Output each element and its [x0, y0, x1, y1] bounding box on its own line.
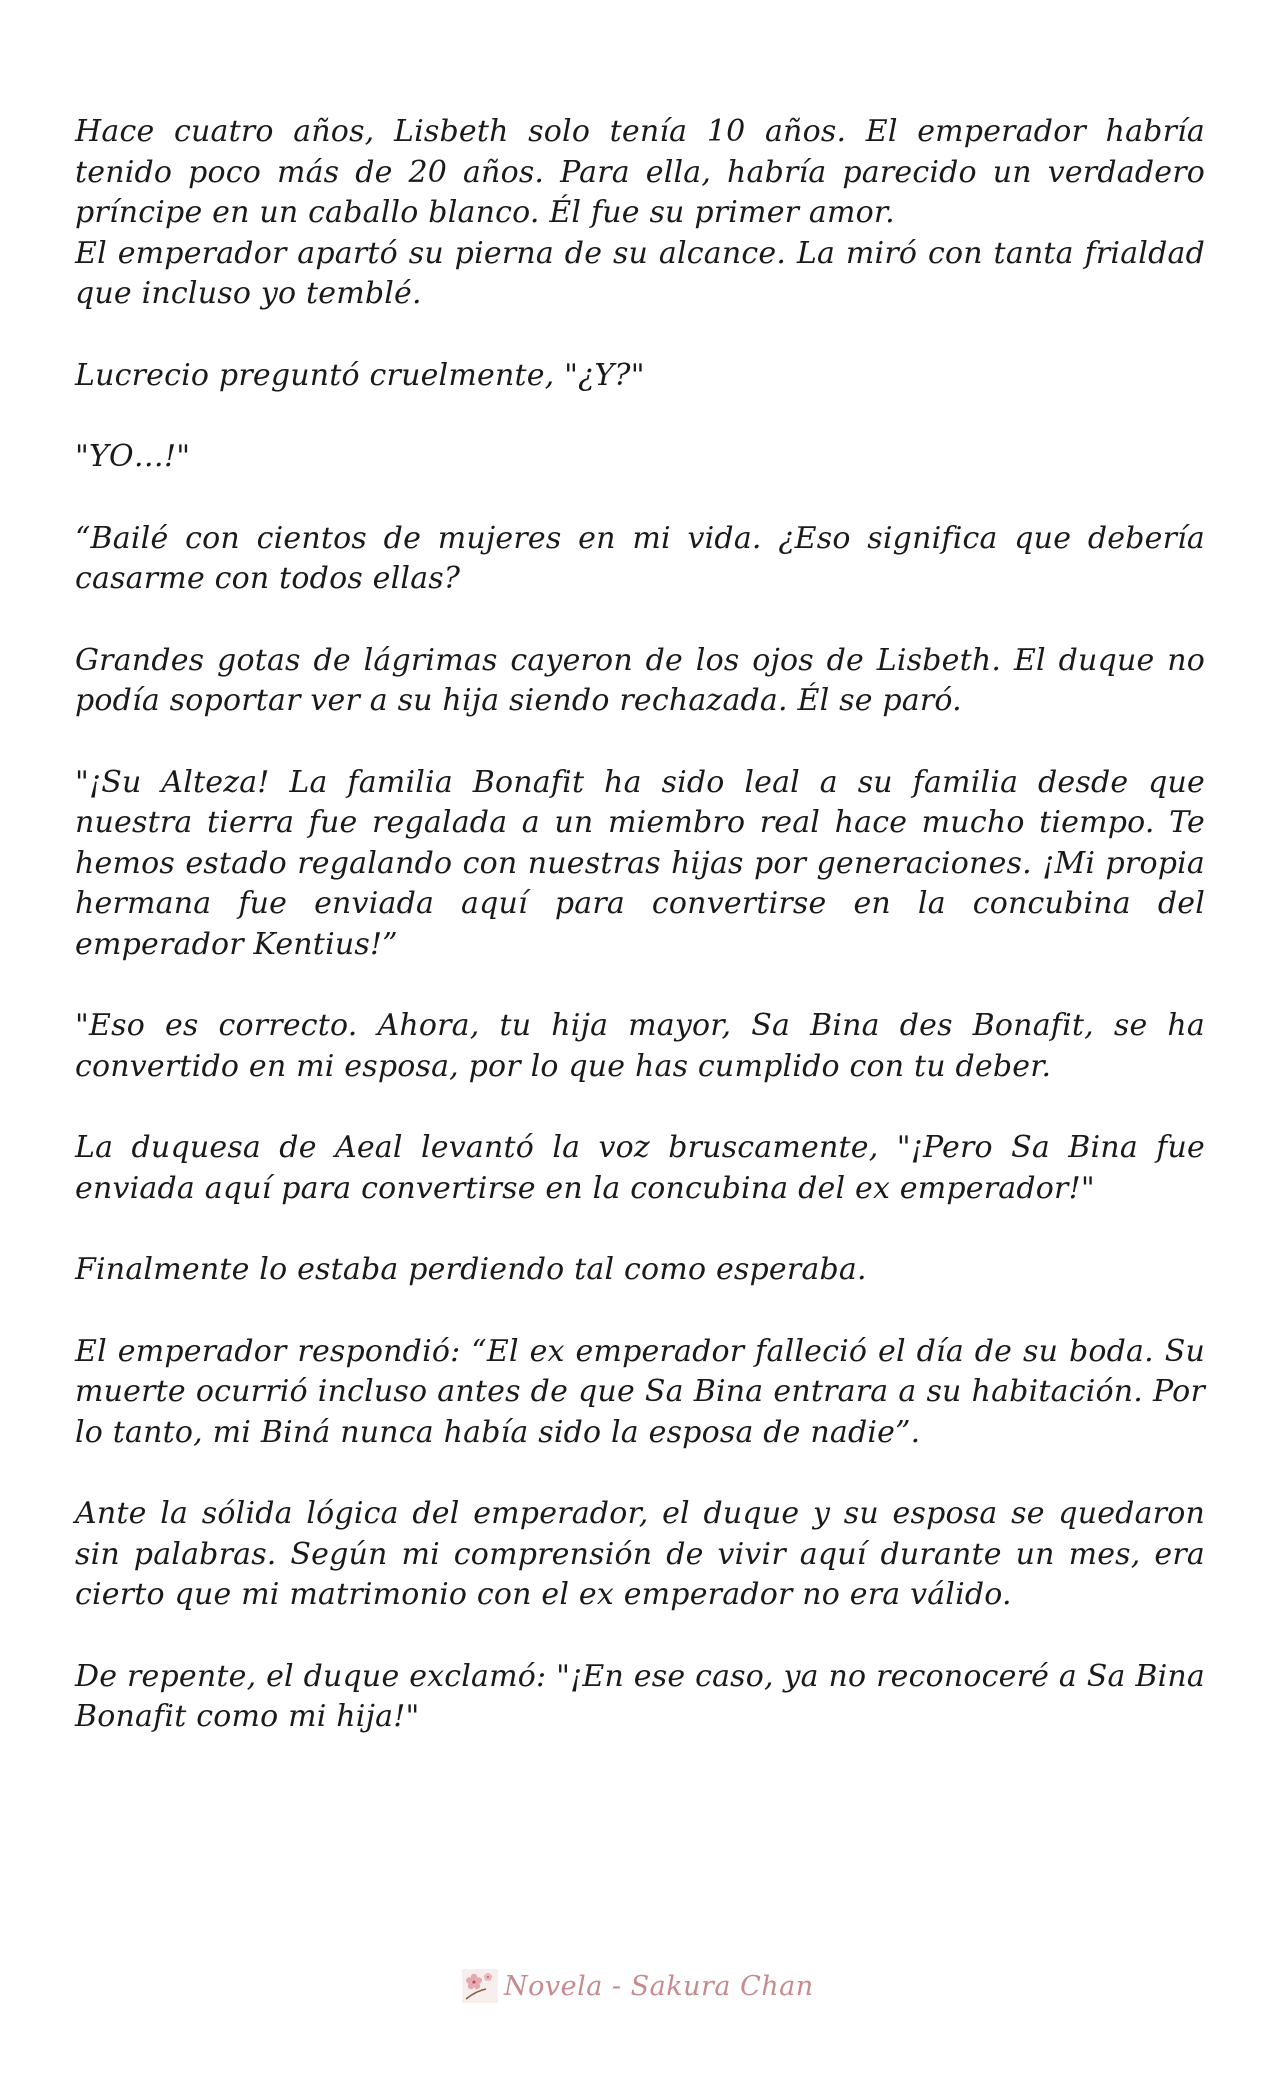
paragraph-8: "Eso es correcto. Ahora, tu hija mayor, Sa Bina des Bonafit, se ha convertido en mi esposa, por lo que has cumplido con tu deber.: [75, 1008, 1205, 1084]
paragraph-10: Finalmente lo estaba perdiendo tal como esperaba.: [75, 1252, 867, 1287]
watermark-text: Novela - Sakura Chan: [504, 1970, 814, 2002]
paragraph-11: El emperador respondió: “El ex emperador falleció el día de su boda. Su muerte ocurrió incluso antes de que Sa Bina entrara a su habitación. Por lo tanto, mi Biná nunca había sido la esposa de nadie”.: [75, 1333, 1205, 1450]
paragraph-4: "YO…!": [75, 439, 191, 474]
paragraph-1: Hace cuatro años, Lisbeth solo tenía 10 años. El emperador habría tenido poco más de 20 años. Para ella, habría parecido un verdadero príncipe en un caballo blanco. Él fue su primer amor.: [75, 114, 1205, 230]
paragraph-9: La duquesa de Aeal levantó la voz bruscamente, "¡Pero Sa Bina fue enviada aquí para convertirse en la concubina del ex emperador!": [75, 1130, 1205, 1206]
paragraph-3: Lucrecio preguntó cruelmente, "¿Y?": [75, 357, 645, 393]
paragraph-6: Grandes gotas de lágrimas cayeron de los ojos de Lisbeth. El duque no podía soportar ver a su hija siendo rechazada. Él se paró.: [75, 642, 1205, 718]
paragraph-7: "¡Su Alteza! La familia Bonafit ha sido leal a su familia desde que nuestra tierra fue regalada a un miembro real hace mucho tiempo. Te hemos estado regalando con nuestras hijas por generaciones. ¡Mi propia hermana fue enviada aquí para convertirse en la concubina del emperador Kentius!”: [75, 764, 1205, 962]
document-body: [75, 112, 1205, 1779]
paragraph-13: De repente, el duque exclamó: "¡En ese caso, ya no reconoceré a Sa Bina Bonafit como mi hija!": [75, 1658, 1205, 1734]
paragraph-2: El emperador apartó su pierna de su alcance. La miró con tanta frialdad que incluso yo temblé.: [75, 235, 1205, 311]
watermark: [462, 1966, 814, 2006]
paragraph-5: “Bailé con cientos de mujeres en mi vida. ¿Eso significa que debería casarme con todos ellas?: [75, 520, 1205, 596]
sakura-blossom-icon: [462, 1969, 498, 2003]
paragraph-12: Ante la sólida lógica del emperador, el duque y su esposa se quedaron sin palabras. Según mi comprensión de vivir aquí durante un mes, era cierto que mi matrimonio con el ex emperador no era válido.: [75, 1496, 1205, 1612]
